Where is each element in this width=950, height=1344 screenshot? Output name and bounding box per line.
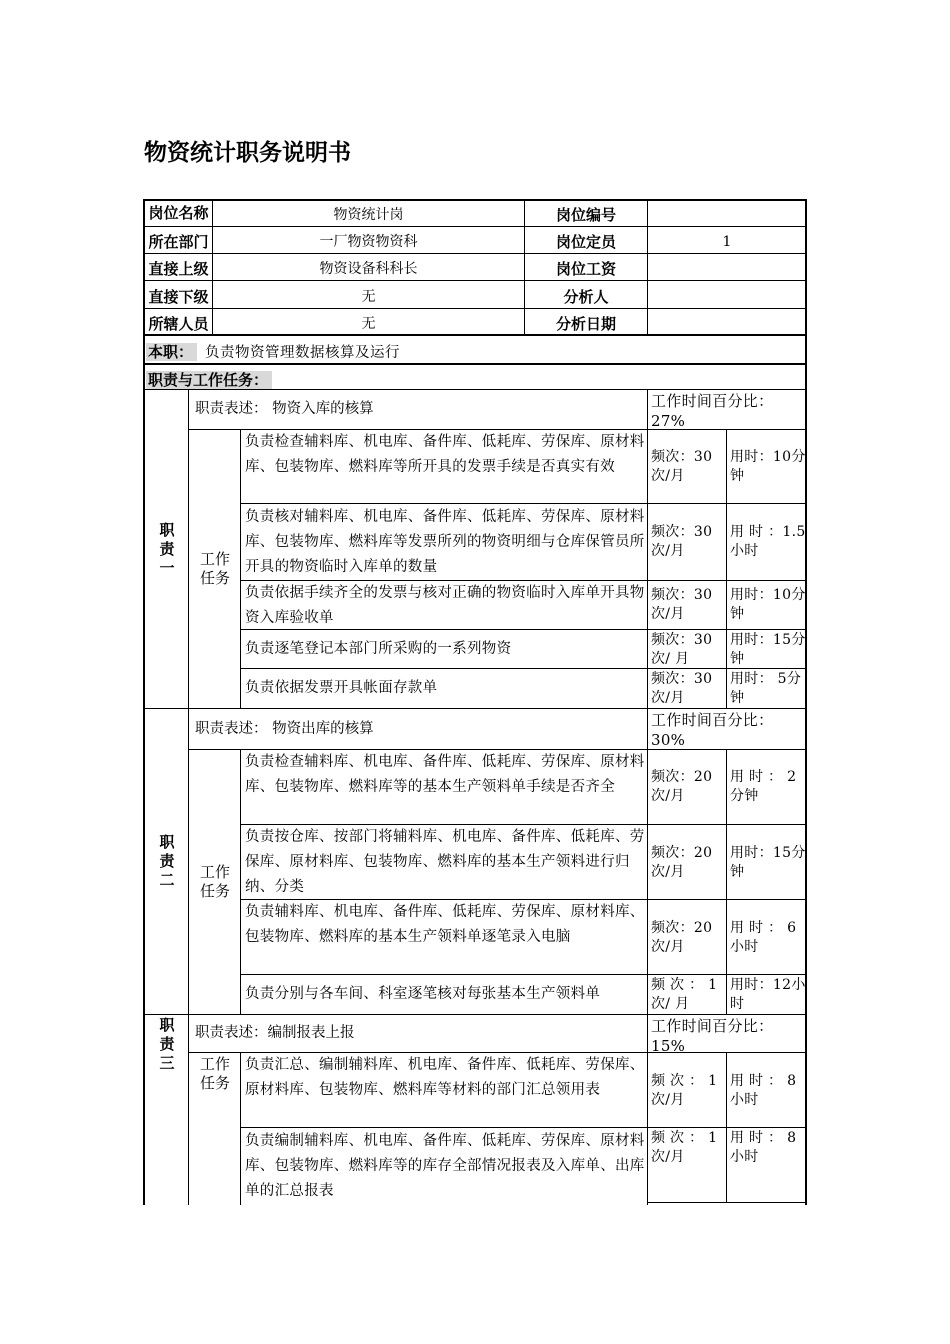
duty-3-task-1: 负责汇总、编制辅料库、机电库、备件库、低耗库、劳保库、原材料库、包装物库、燃料库等材料的部门汇总领用表 <box>245 1057 645 1098</box>
duty-1-task-4-time: 用时：15分钟 <box>730 632 806 667</box>
label-direct-subordinate: 直接下级 <box>148 288 209 306</box>
benzhi-row <box>146 343 796 362</box>
duty-2-task-3-time: 用 时 ： 6小时 <box>730 920 797 955</box>
duty-1-task-5-time: 用时： 5分钟 <box>730 671 802 706</box>
duty-1-task-3-freq: 频次：30次/月 <box>651 587 713 622</box>
duty-2-task-4: 负责分别与各车间、科室逐笔核对每张基本生产领料单 <box>245 986 601 1002</box>
label-analysis-date: 分析日期 <box>555 315 616 333</box>
duty-2-task-1-time: 用 时 ： 2分钟 <box>730 769 797 804</box>
duty-1-task-2-time: 用 时 ：1.5小时 <box>730 524 806 559</box>
duty-3-task-2-time: 用 时 ： 8小时 <box>730 1130 797 1165</box>
value-staff: 无 <box>361 316 376 332</box>
label-position-name: 岗位名称 <box>148 204 209 222</box>
duty-2-task-3-freq: 频次：20次/月 <box>651 920 713 955</box>
duty-2-task-2-freq: 频次：20次/月 <box>651 845 713 880</box>
duty-3-task-1-freq: 频 次 ： 1次/月 <box>651 1073 718 1108</box>
label-headcount: 岗位定员 <box>555 233 616 251</box>
duties-header-row <box>146 371 796 390</box>
duty-3-task-2-freq: 频 次 ： 1次/月 <box>651 1130 718 1165</box>
duty-1-task-4: 负责逐笔登记本部门所采购的一系列物资 <box>245 641 512 657</box>
label-analyst: 分析人 <box>563 288 609 306</box>
duty-1-task-2-freq: 频次：30次/月 <box>651 524 713 559</box>
label-direct-superior: 直接上级 <box>148 260 209 278</box>
duty-2-desc: 职责表述： 物资出库的核算 <box>195 721 374 737</box>
page-title: 物资统计职务说明书 <box>144 140 351 166</box>
duty-3-name: 职责三 <box>159 1016 175 1072</box>
duty-3-desc: 职责表述：编制报表上报 <box>195 1025 355 1041</box>
value-position-name: 物资统计岗 <box>333 207 404 223</box>
duty-1-task-label: 工作任务 <box>199 550 230 587</box>
duty-3-percent: 工作时间百分比：15% <box>651 1017 774 1055</box>
duty-1-name: 职责一 <box>159 521 175 577</box>
duty-1-task-4-freq: 频次：30次/ 月 <box>651 632 713 667</box>
duty-2-task-4-time: 用时：12小时 <box>730 977 806 1012</box>
duty-1-desc: 职责表述： 物资入库的核算 <box>195 401 374 417</box>
duty-1-task-2: 负责核对辅料库、机电库、备件库、低耗库、劳保库、原材料库、包装物库、燃料库等发票所列的物资明细与仓库保管员所开具的物资临时入库单的数量 <box>245 509 645 575</box>
value-headcount: 1 <box>722 234 732 250</box>
duty-2-task-1: 负责检查辅料库、机电库、备件库、低耗库、劳保库、原材料库、包装物库、燃料库等的基本生产领料单手续是否齐全 <box>245 754 645 795</box>
label-department: 所在部门 <box>148 233 209 251</box>
duty-3-task-1-time: 用 时 ： 8小时 <box>730 1073 797 1108</box>
duty-1-task-3-time: 用时：10分钟 <box>730 587 806 622</box>
label-salary: 岗位工资 <box>555 260 616 278</box>
benzhi-label: 本职： <box>146 343 197 361</box>
label-staff: 所辖人员 <box>148 315 209 333</box>
duties-header: 职责与工作任务： <box>146 371 272 389</box>
duty-2-task-1-freq: 频次：20次/月 <box>651 769 713 804</box>
value-direct-subordinate: 无 <box>361 289 376 305</box>
duty-3-task-2: 负责编制辅料库、机电库、备件库、低耗库、劳保库、原材料库、包装物库、燃料库等的库存全部情况报表及入库单、出库单的汇总报表 <box>245 1133 645 1199</box>
label-position-code: 岗位编号 <box>555 206 616 224</box>
duty-2-percent: 工作时间百分比：30% <box>651 711 774 749</box>
duty-2-task-4-freq: 频 次 ： 1次/ 月 <box>651 977 718 1012</box>
duty-1-task-1-time: 用时：10分钟 <box>730 449 806 484</box>
duty-1-task-1-freq: 频次：30次/月 <box>651 449 713 484</box>
duty-1-task-5: 负责依据发票开具帐面存款单 <box>245 680 438 696</box>
duty-3-task-label: 工作任务 <box>199 1055 230 1092</box>
duty-2-task-2: 负责按仓库、按部门将辅料库、机电库、备件库、低耗库、劳保库、原材料库、包装物库、燃料库的基本生产领料进行归纳、分类 <box>245 829 645 895</box>
duty-2-task-label: 工作任务 <box>199 863 230 900</box>
duty-2-name: 职责二 <box>159 833 175 889</box>
benzhi-text: 负责物资管理数据核算及运行 <box>205 345 401 361</box>
duty-1-task-1: 负责检查辅料库、机电库、备件库、低耗库、劳保库、原材料库、包装物库、燃料库等所开具的发票手续是否真实有效 <box>245 434 645 475</box>
duty-1-task-5-freq: 频次：30次/月 <box>651 671 713 706</box>
duty-2-task-3: 负责辅料库、机电库、备件库、低耗库、劳保库、原材料库、包装物库、燃料库的基本生产领料单逐笔录入电脑 <box>245 904 645 945</box>
value-direct-superior: 物资设备科科长 <box>319 261 418 277</box>
duty-1-percent: 工作时间百分比：27% <box>651 392 774 430</box>
value-department: 一厂物资物资科 <box>319 234 418 250</box>
duty-1-task-3: 负责依据手续齐全的发票与核对正确的物资临时入库单开具物资入库验收单 <box>245 585 645 626</box>
duty-2-task-2-time: 用时：15分钟 <box>730 845 806 880</box>
